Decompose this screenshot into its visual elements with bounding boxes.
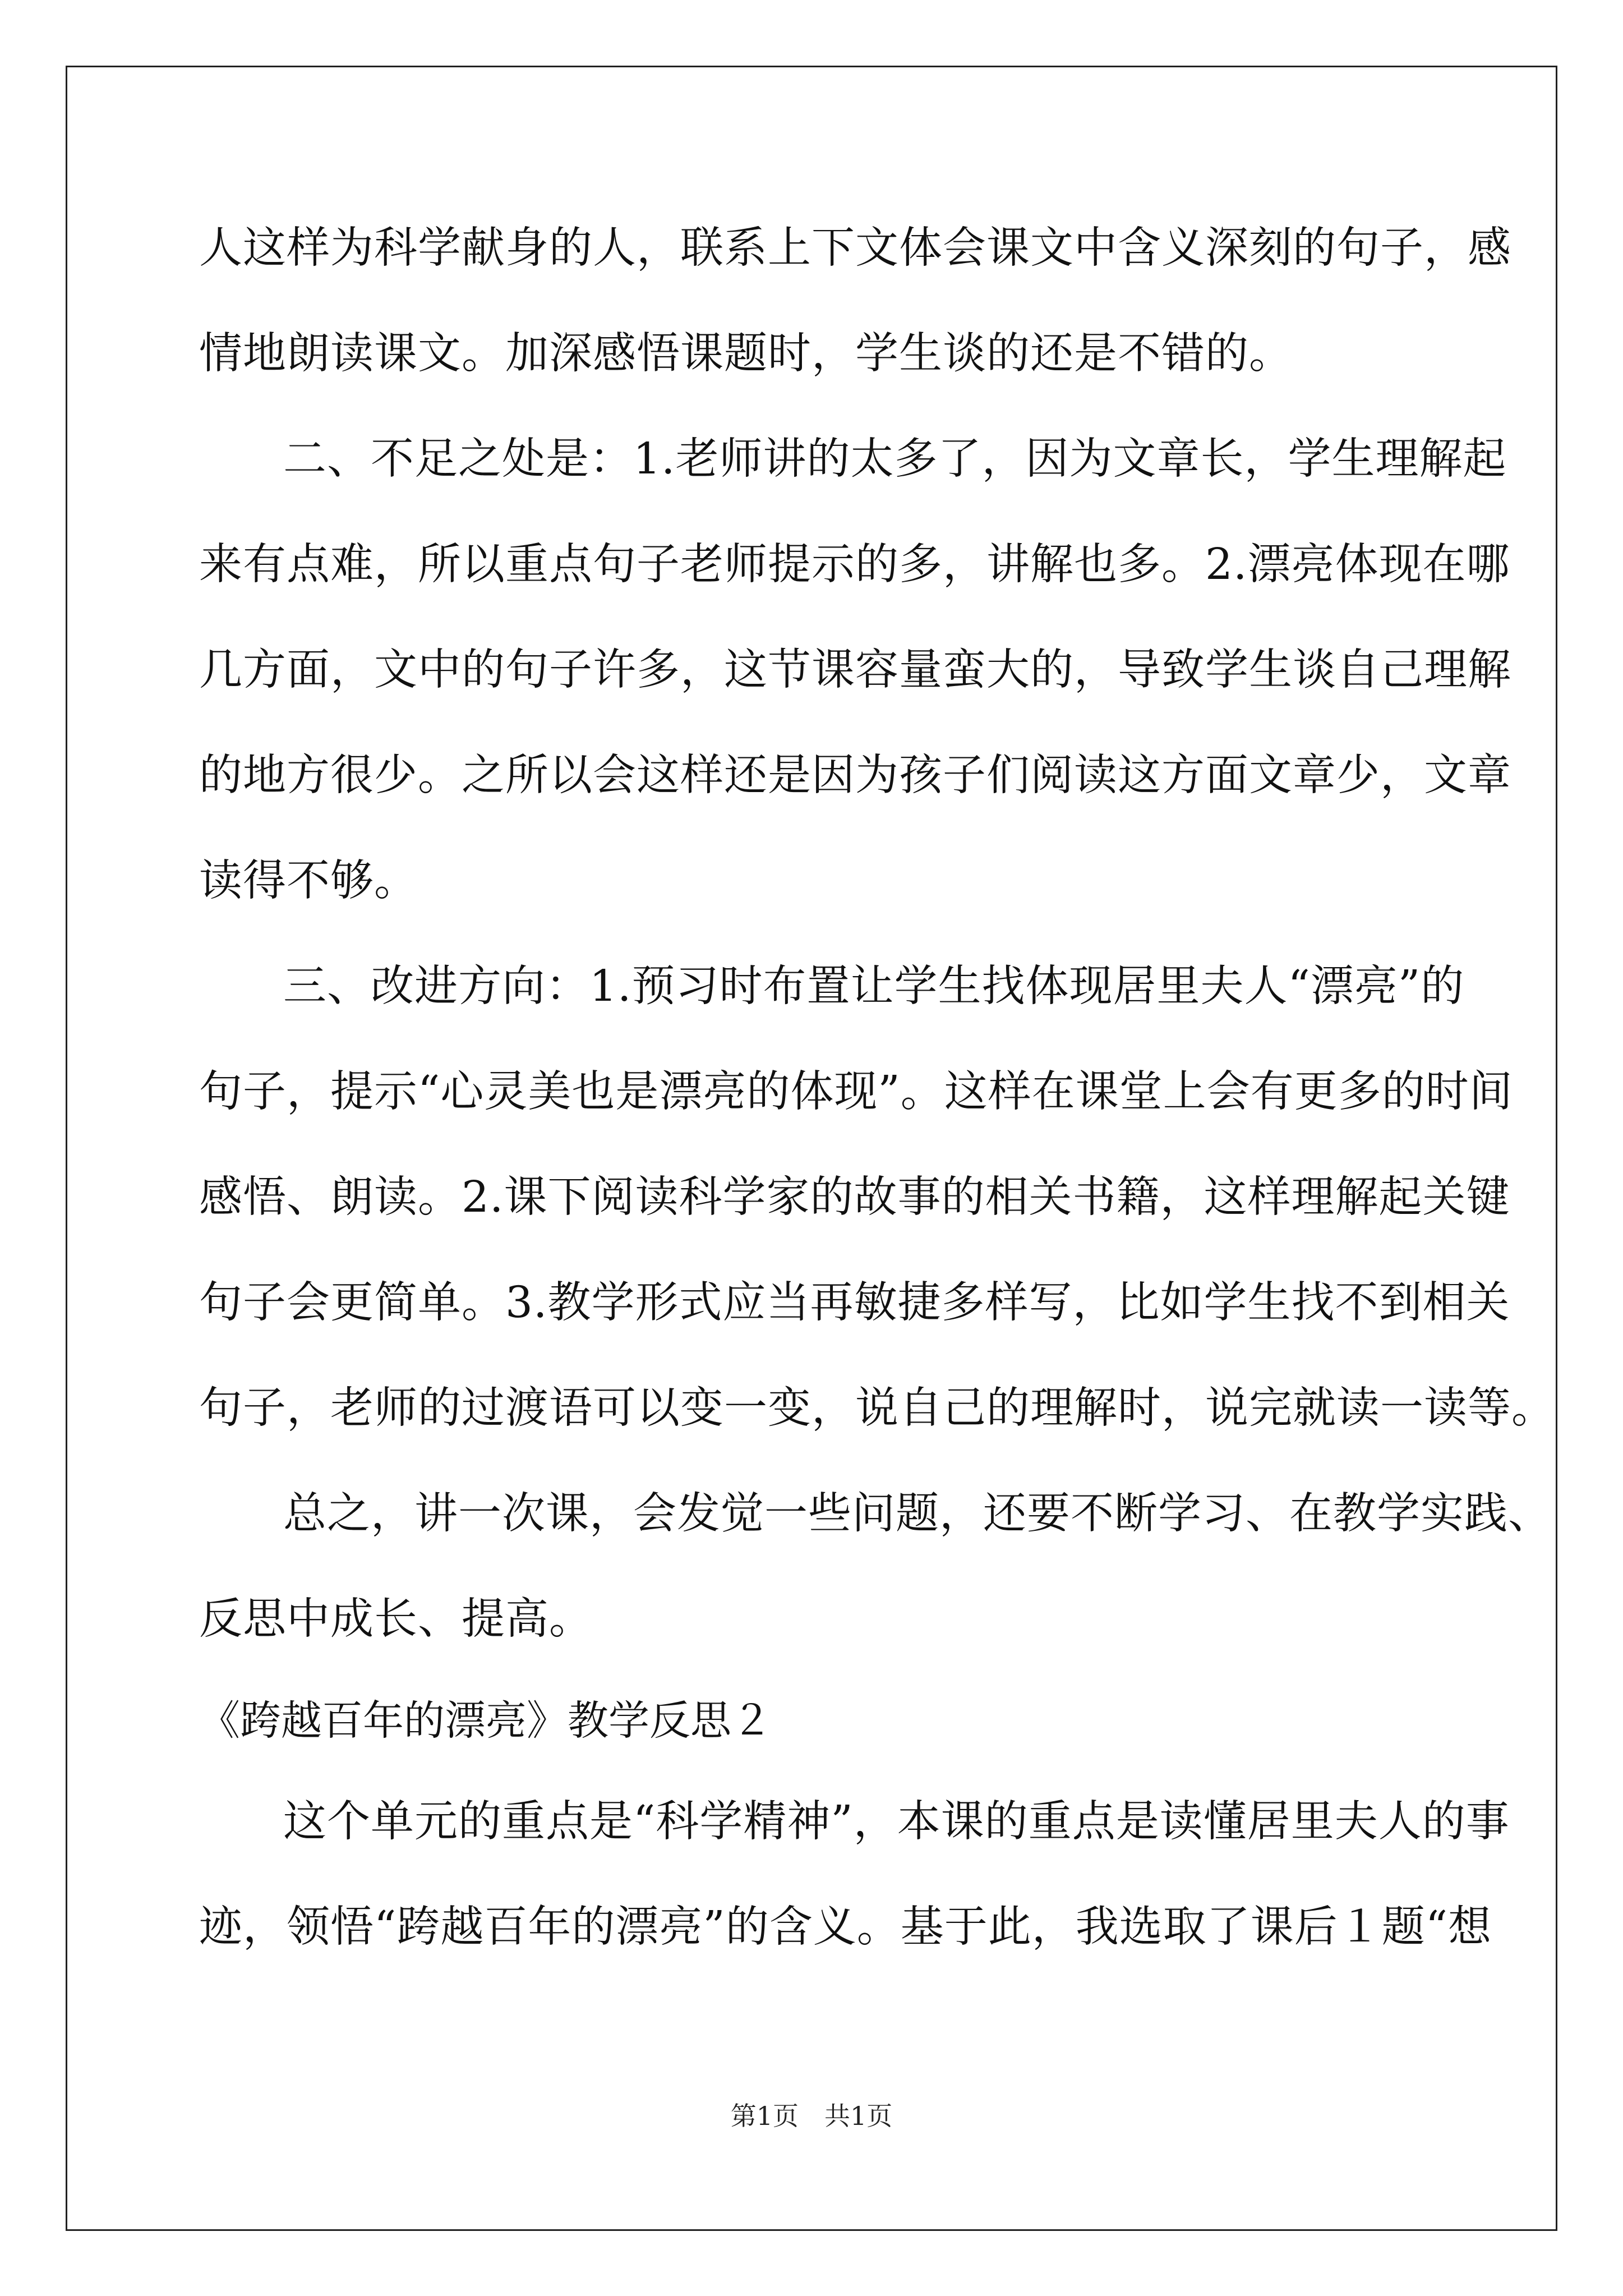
page-number: 第1页 共1页 [730, 2101, 893, 2131]
section-heading: 《跨越百年的漂亮》教学反思２ [199, 1697, 772, 1745]
paragraph-5-line-1: 这个单元的重点是“科学精神”，本课的重点是读懂居里夫人的事 [283, 1797, 1510, 1847]
paragraph-2-line-4: 的地方很少。之所以会这样还是因为孩子们阅读这方面文章少，文章 [199, 751, 1511, 800]
paragraph-2-line-5: 读得不够。 [199, 856, 418, 906]
paragraph-5-line-2: 迹，领悟“跨越百年的漂亮”的含义。基于此，我选取了课后１题“想 [199, 1902, 1492, 1952]
paragraph-3-line-5: 句子，老师的过渡语可以变一变，说自己的理解时，说完就读一读等。 [199, 1383, 1555, 1433]
paragraph-2-line-2: 来有点难，所以重点句子老师提示的多，讲解也多。2.漂亮体现在哪 [199, 540, 1510, 590]
paragraph-3-line-1: 三、改进方向：1.预习时布置让学生找体现居里夫人“漂亮”的 [283, 961, 1465, 1011]
paragraph-3-line-4: 句子会更简单。3.教学形式应当再敏捷多样写，比如学生找不到相关 [199, 1278, 1510, 1328]
paragraph-4-line-1: 总之，讲一次课，会发觉一些问题，还要不断学习、在教学实践、 [283, 1489, 1552, 1539]
paragraph-1-line-2: 情地朗读课文。加深感悟课题时，学生谈的还是不错的。 [199, 329, 1293, 379]
paragraph-2-line-1: 二、不足之处是：1.老师讲的太多了，因为文章长，学生理解起 [283, 434, 1507, 484]
paragraph-2-line-3: 几方面，文中的句子许多，这节课容量蛮大的，导致学生谈自己理解 [199, 645, 1511, 695]
paragraph-3-line-2: 句子，提示“心灵美也是漂亮的体现”。这样在课堂上会有更多的时间 [199, 1067, 1513, 1117]
paragraph-3-line-3: 感悟、朗读。2.课下阅读科学家的故事的相关书籍，这样理解起关键 [199, 1172, 1510, 1222]
paragraph-4-line-2: 反思中成长、提高。 [199, 1594, 593, 1644]
paragraph-1-line-1: 人这样为科学献身的人，联系上下文体会课文中含义深刻的句子，感 [199, 223, 1511, 273]
